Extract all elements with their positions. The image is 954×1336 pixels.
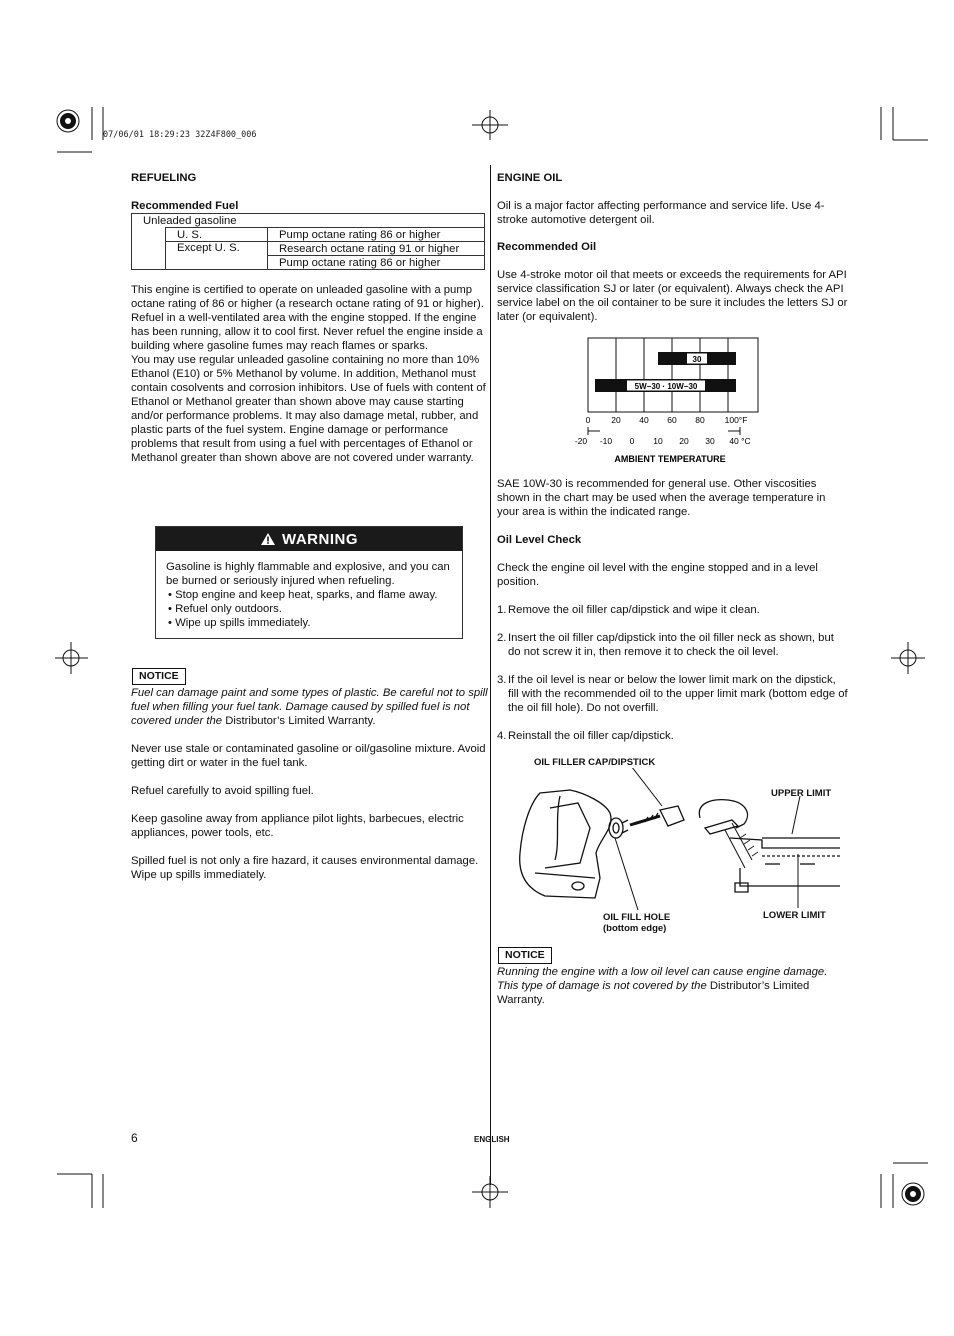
- step: 4. Reinstall the oil filler cap/dipstick.: [497, 730, 674, 742]
- figure-label-lower: LOWER LIMIT: [763, 910, 826, 921]
- fuel-table-region: U. S.: [166, 228, 268, 242]
- f-tick: 60: [667, 415, 677, 425]
- c-tick: -20: [574, 436, 588, 446]
- c-tick: 10: [653, 436, 663, 446]
- viscosity-chart: [570, 335, 770, 467]
- fuel-table-spec: Research octane rating 91 or higher: [268, 242, 485, 256]
- oil-level-intro: Check the engine oil level with the engine stopped and in a level position.: [497, 562, 818, 588]
- step: 2. Insert the oil filler cap/dipstick into the oil filler neck as shown, but do not screw it in, then remove it to check the oil level.: [497, 632, 834, 658]
- paragraph: Refuel carefully to avoid spilling fuel.: [131, 785, 314, 797]
- f-tick: 20: [611, 415, 621, 425]
- step: 1. Remove the oil filler cap/dipstick and wipe it clean.: [497, 604, 760, 616]
- warning-bullet: • Wipe up spills immediately.: [168, 617, 311, 629]
- fuel-table-indent: [132, 228, 166, 270]
- f-tick: 80: [695, 415, 705, 425]
- notice-oil-text: Running the engine with a low oil level can cause engine damage. This type of damage is not covered by the Distributor’s Limited Warranty.: [497, 966, 828, 1006]
- c-tick: -10: [599, 436, 613, 446]
- figure-label-hole: OIL FILL HOLE: [603, 912, 671, 923]
- notice-fuel-text: Fuel can damage paint and some types of plastic. Be careful not to spill fuel when filling your fuel tank. Damage caused by spilled fuel is not covered under the Distributor’s Limited Warranty.: [131, 687, 488, 727]
- notice-badge-fuel: NOTICE: [132, 668, 186, 685]
- figure-label-cap: OIL FILLER CAP/DIPSTICK: [534, 757, 656, 768]
- f-tick: 40: [639, 415, 649, 425]
- bar-30-label: 30: [692, 355, 702, 364]
- refueling-heading: REFUELING: [131, 172, 197, 184]
- warning-box: [155, 526, 463, 639]
- column-divider: [490, 165, 491, 1185]
- warning-header: [156, 527, 462, 551]
- step: 3. If the oil level is near or below the lower limit mark on the dipstick, fill with the recommended oil to the upper limit mark (bottom edge of the oil fill hole). Do not overfill.: [497, 674, 848, 714]
- warning-title: WARNING: [282, 530, 358, 548]
- chart-xlabel: AMBIENT TEMPERATURE: [614, 454, 726, 464]
- c-tick: 40 °C: [729, 436, 751, 446]
- fuel-table: [131, 213, 485, 270]
- fuel-table-spec: Pump octane rating 86 or higher: [268, 228, 485, 242]
- footer-language: ENGLISH: [474, 1135, 510, 1144]
- recommended-fuel-title: Recommended Fuel: [131, 200, 239, 212]
- registration-target-top-left: [57, 110, 79, 132]
- paragraph: Spilled fuel is not only a fire hazard, it causes environmental damage. Wipe up spills immediately.: [131, 855, 479, 881]
- recommended-oil-text: Use 4-stroke motor oil that meets or exceeds the requirements for API service classification SJ or later (or equivalent). Always check the API service label on the oil container to be sure it includes the letters SJ or later (or equivalent).: [497, 269, 848, 323]
- fuel-table-region: Except U. S.: [166, 242, 268, 270]
- warning-bullet: • Refuel only outdoors.: [168, 603, 282, 615]
- fuel-table-spec: Pump octane rating 86 or higher: [268, 256, 485, 270]
- paragraph: Refuel in a well-ventilated area with the engine stopped. If the engine has been running, allow it to cool first. Never refuel the engine inside a building where gasoline fumes may reach flames or sparks.: [131, 312, 483, 352]
- engine-oil-heading: ENGINE OIL: [497, 172, 563, 184]
- print-stamp: 07/06/01 18:29:23 32Z4F800_006: [103, 130, 257, 140]
- paragraph: Never use stale or contaminated gasoline or oil/gasoline mixture. Avoid getting dirt or water in the fuel tank.: [131, 743, 486, 769]
- c-tick: 0: [629, 436, 635, 446]
- paragraph: You may use regular unleaded gasoline containing no more than 10% Ethanol (E10) or 5% Methanol by volume. In addition, Methanol must contain cosolvents and corrosion inhibitors. Use of fuels with content of Ethanol or Methanol greater than shown above may cause starting and/or performance problems. It may also damage metal, rubber, and plastic parts of the fuel system. Engine damage or performance problems that result from using a fuel with percentages of Ethanol or Methanol greater than shown above are not covered under warranty.: [131, 354, 486, 464]
- page-number: 6: [131, 1131, 138, 1145]
- figure-label-upper: UPPER LIMIT: [771, 788, 832, 799]
- warning-text: Gasoline is highly flammable and explosive, and you can be burned or seriously injured when refueling.: [166, 561, 450, 587]
- dipstick-hatch: [740, 834, 758, 856]
- c-tick: 30: [705, 436, 715, 446]
- engine-oil-intro: Oil is a major factor affecting performance and service life. Use 4-stroke automotive detergent oil.: [497, 200, 825, 226]
- warning-triangle-icon: [260, 532, 276, 546]
- f-tick: 0: [585, 415, 591, 425]
- fuel-paragraphs: [131, 283, 487, 465]
- fuel-tips: [131, 742, 487, 882]
- dipstick-illustration: [500, 768, 845, 910]
- fuel-table-top: Unleaded gasoline: [132, 214, 485, 228]
- sae-text: SAE 10W-30 is recommended for general use. Other viscosities shown in the chart may be used when the average temperature in your area is within the indicated range.: [497, 478, 826, 518]
- figure-label-hole-sub: (bottom edge): [603, 923, 667, 934]
- registration-target-bottom-right: [902, 1183, 924, 1205]
- f-tick: 100°F: [724, 415, 748, 425]
- paragraph: Keep gasoline away from appliance pilot lights, barbecues, electric appliances, power tools, etc.: [131, 813, 464, 839]
- warning-bullet: • Stop engine and keep heat, sparks, and flame away.: [168, 589, 438, 601]
- notice-badge-oil: NOTICE: [498, 947, 552, 964]
- oil-level-title: Oil Level Check: [497, 534, 582, 546]
- c-tick: 20: [679, 436, 689, 446]
- bar-multi-label: 5W−30 · 10W−30: [634, 382, 698, 391]
- recommended-oil-title: Recommended Oil: [497, 241, 597, 253]
- paragraph: This engine is certified to operate on unleaded gasoline with a pump octane rating of 86 or higher (a research octane rating of 91 or higher).: [131, 284, 484, 310]
- oil-level-steps: [497, 603, 849, 743]
